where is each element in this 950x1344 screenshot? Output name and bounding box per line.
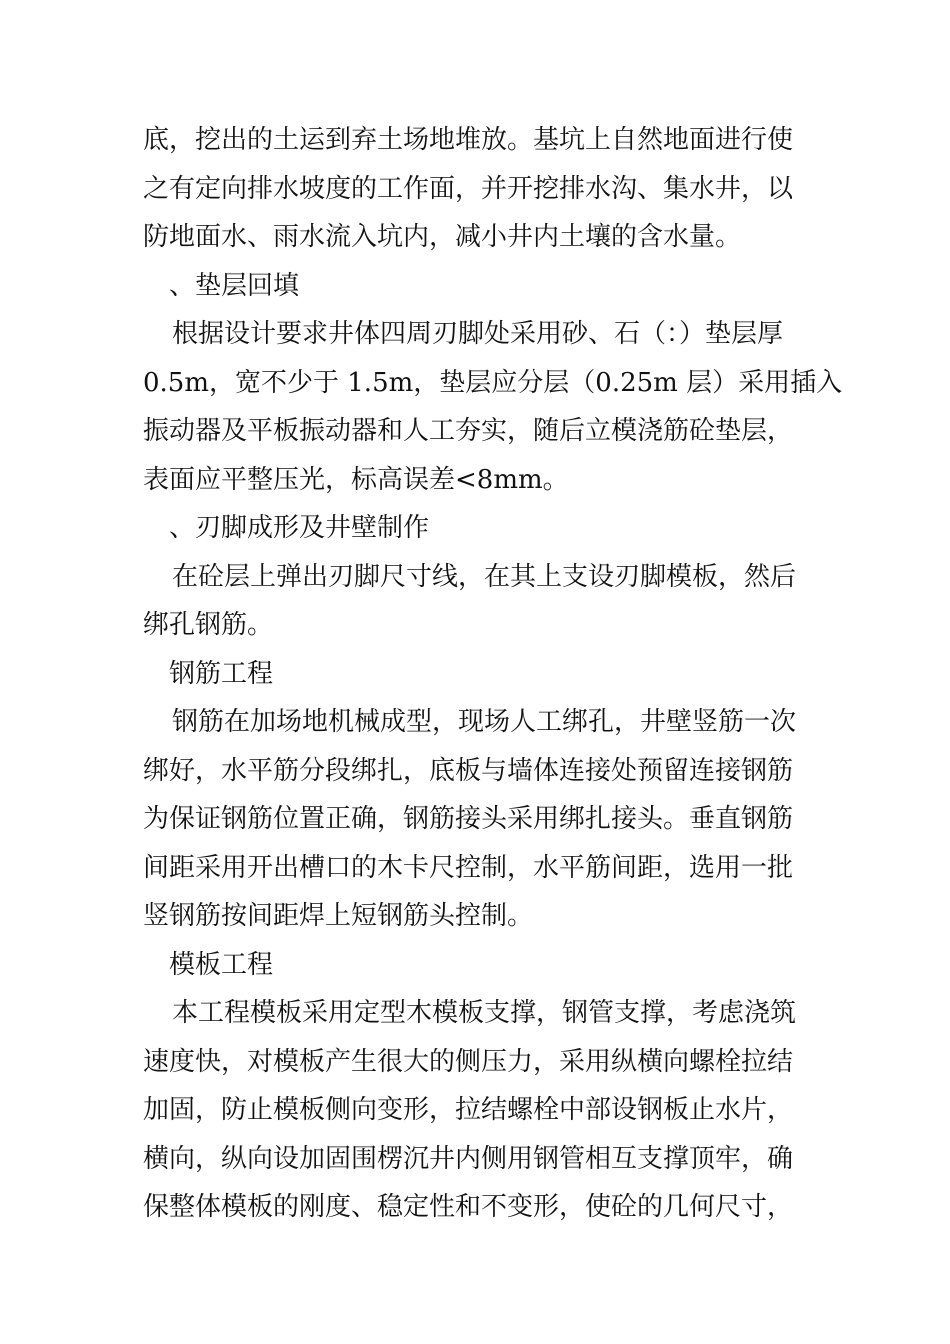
- paragraph-line: 绑孔钢筋。: [143, 610, 274, 640]
- paragraph-line: 表面应平整压光，标高误差<8mm。: [143, 465, 569, 495]
- paragraph-line: 振动器及平板振动器和人工夯实，随后立模浇筋砼垫层，: [143, 416, 794, 446]
- paragraph-line: 在砼层上弹出刃脚尺寸线，在其上支设刃脚模板，然后: [172, 562, 797, 592]
- paragraph-line: 绑好，水平筋分段绑扎，底板与墙体连接处预留连接钢筋: [143, 756, 794, 786]
- paragraph-line: 保整体模板的刚度、稳定性和不变形，使砼的几何尺寸，: [143, 1192, 794, 1222]
- paragraph-line: 钢筋在加场地机械成型，现场人工绑孔，井壁竖筋一次: [172, 707, 797, 737]
- paragraph-line: 横向，纵向设加固围楞沉井内侧用钢管相互支撑顶牢，确: [143, 1144, 794, 1174]
- paragraph-line: 本工程模板采用定型木模板支撑，钢管支撑，考虑浇筑: [172, 998, 797, 1028]
- paragraph-line: 间距采用开出槽口的木卡尺控制，水平筋间距，选用一批: [143, 853, 794, 883]
- paragraph-line: 底，挖出的土运到弃土场地堆放。基坑上自然地面进行使: [143, 125, 794, 155]
- paragraph-line: 加固，防止模板侧向变形，拉结螺栓中部设钢板止水片，: [143, 1095, 794, 1125]
- paragraph-line: 防地面水、雨水流入坑内，减小井内土壤的含水量。: [143, 222, 742, 252]
- paragraph-line: 速度快，对模板产生很大的侧压力，采用纵横向螺栓拉结: [143, 1047, 794, 1077]
- section-heading: 、刃脚成形及井壁制作: [169, 513, 430, 543]
- paragraph-line: 之有定向排水坡度的工作面，并开挖排水沟、集水井，以: [143, 174, 794, 204]
- section-heading: 模板工程: [169, 950, 274, 980]
- paragraph-line: 竖钢筋按间距焊上短钢筋头控制。: [143, 901, 534, 931]
- paragraph-line: 根据设计要求井体四周刃脚处采用砂、石（：）垫层厚: [172, 319, 784, 349]
- section-heading: 钢筋工程: [169, 659, 274, 689]
- section-heading: 、垫层回填: [169, 271, 300, 301]
- paragraph-line: 0.5m，宽不少于 1.5m，垫层应分层（0.25m 层）采用插入: [143, 368, 843, 398]
- paragraph-line: 为保证钢筋位置正确，钢筋接头采用绑扎接头。垂直钢筋: [143, 804, 794, 834]
